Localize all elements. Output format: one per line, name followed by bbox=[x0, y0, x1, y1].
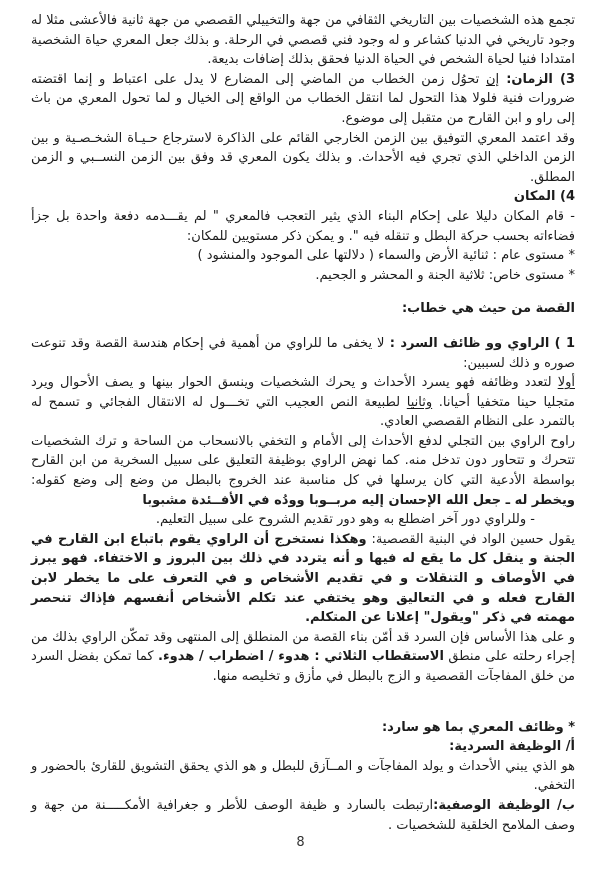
text-run: 1 ) الراوي وو ظائف السرد : bbox=[384, 335, 575, 351]
text-run: يقول حسين الواد في البنية القصصية: bbox=[366, 531, 575, 547]
paragraph bbox=[31, 530, 575, 628]
text-run: ارتبطت بالسارد و ظيفة الوصف للأطر و جغرافية الأمكـــــنة من جهة و وصف الملامح الخلقية للشخصيات . bbox=[31, 797, 575, 833]
page-number: 8 bbox=[296, 835, 305, 850]
paragraph bbox=[31, 11, 575, 70]
text-run: وقد اعتمد المعري التوفيق بين الزمن الخارجي القائم على الذاكرة لاسترجاع حـيـاة الشخـصـية و بين الزمن الداخلي الذي تجري فيه الأحداث. و بذلك يكون المعري قد وفق بين الزمن النســبي و الزمن المطلق. bbox=[31, 130, 575, 185]
text-run: - قام المكان دليلا على إحكام البناء الذي يثير التعجب فالمعري " لم يقـــدمه دفعة واحدة بل جزأ فضاءاته بحسب حركة البطل و تنقله فيه ". و يمكن ذكر مستويين للمكان: bbox=[31, 208, 575, 244]
text-run: أ/ الوظيفة السردية: bbox=[449, 739, 575, 755]
text-run: الاستقطاب الثلاثي : هدوء / اضطراب / هدوء. bbox=[158, 649, 444, 665]
text-run: وثانيا bbox=[406, 394, 433, 410]
paragraph bbox=[31, 718, 575, 738]
text-run: 4) المكان bbox=[513, 189, 575, 205]
text-run: 3) الزمان: bbox=[499, 71, 575, 87]
text-run: لا يخفى ما للراوي من أهمية في إحكام هندسة القصة وقد تنوعت صوره و ذلك لسببين: bbox=[31, 335, 575, 371]
paragraph bbox=[31, 70, 575, 129]
text-run: إن bbox=[485, 71, 500, 87]
paragraph bbox=[31, 510, 575, 530]
text-run: * مستوى خاص: ثلاثية الجنة و المحشر و الجحيم. bbox=[315, 267, 575, 283]
paragraph bbox=[31, 334, 575, 373]
text-run: - وللراوي دور آخر اضطلع به وهو دور تقديم الشروح على سبيل التعليم. bbox=[155, 512, 535, 528]
text-run: تجمع هذه الشخصيات بين التاريخي الثقافي من جهة والتخييلي القصصي من جهة ثانية فالأعشى مثلا له وجود تاريخي في الدنيا كشاعر و له وجود فني قصصي في الرحلة. و بذلك جعل المعري حياة الشخصية امتدادا فنيا لحياة الشخص في الحياة الدنيا فحقق بذلك إضافات بديعة. bbox=[31, 13, 575, 68]
paragraph bbox=[31, 207, 575, 246]
document-content bbox=[31, 11, 575, 835]
text-run: * مستوى عام : ثنائية الأرض والسماء ( دلالتها على الموجود والمنشود ) bbox=[197, 248, 575, 264]
text-run: لطبيعة النص العجيب التي تخـــول له الانتقال الفجائي و تسمح له بالتمرد على النظام القصصي العادي. bbox=[31, 394, 575, 430]
paragraph bbox=[31, 129, 575, 188]
text-run: وهكذا نستخرج أن الراوي يقوم باتباع ابن القارح في الجنة و ينقل كل ما يقع له فيها و أنه يتردد في ذلك بين البروز و الاختفاء. فهو يبرز في الأوصاف و التنقلات و في تقديم الأشخاص و في التعرف على ما يخطر لابن القارح فعله و في التعاليق وهو يختفي عند تكلم الأشخاص أنفسهم فإذاك تنحصر مهمته في ذكر "ويقول" إعلانا عن المتكلم. bbox=[31, 531, 575, 626]
text-run: ويخطر له ـ جعل الله الإحسان إليه مربــوبا وودُه في الأفــئدة مشبوبا bbox=[142, 492, 575, 508]
paragraph bbox=[31, 757, 575, 796]
text-run: كما تمكن بفضل السرد من خلق المفاجآت القصصية و الزج بالبطل في مأزق و تخليصه منها. bbox=[31, 649, 575, 684]
text-run: القصة من حيث هي خطاب: bbox=[401, 301, 575, 317]
text-run: * وظائف المعري بما هو سارد: bbox=[381, 719, 575, 735]
paragraph bbox=[31, 737, 575, 757]
paragraph bbox=[31, 246, 575, 266]
text-run: ب/ الوظيفة الوصفية: bbox=[433, 797, 575, 813]
text-run: و على هذا الأساس فإن السرد قد أمّن بناء القصة من المنطلق إلى المنتهى وقد تمكّن الراوي بذلك من إجراء رحلته على منطق bbox=[31, 629, 575, 665]
text-run: تحوُل زمن الخطاب من الماضي إلى المضارع لا يدل على اعتباط و إنما اقتضته ضرورات فنية فلولا هذا التحول لما انتقل الخطاب من الواقع إلى الخيال و لما تحول المعري من باث إلى راو و ابن القارح من متقبل إلى موضوع. bbox=[31, 71, 575, 126]
paragraph bbox=[31, 432, 575, 510]
text-run: لتعدد وظائفه فهو يسرد الأحداث و يحرك الشخصيات وينسق الحوار بينها و يصف الأحوال ويرد متجليا حينا متخفيا أحيانا. bbox=[31, 375, 575, 410]
text-run: هو الذي يبني الأحداث و يولد المفاجآت و المــآزق للبطل و هو الذي يحقق التشويق للقارئ بالحضور و التخفي. bbox=[31, 758, 575, 794]
paragraph bbox=[31, 796, 575, 835]
paragraph bbox=[31, 187, 575, 207]
paragraph bbox=[31, 266, 575, 286]
text-run: راوح الراوي بين التجلي لدفع الأحداث إلى الأمام و التخفي بالانسحاب من الساحة و ترك الشخصيات تتحرك و تتحاور دون تدخل منه. كما نهض الراوي بوظيفة التعليق على سبيل السخرية من ابن القارح بواسطة الأدعية التي كان يرسلها في كل مناسبة عند الخروج بالبطل من وضع إلى وضع كقوله: bbox=[31, 433, 575, 489]
section-heading bbox=[31, 299, 575, 319]
text-run: أولا bbox=[557, 375, 575, 391]
paragraph bbox=[31, 628, 575, 687]
paragraph bbox=[31, 373, 575, 432]
